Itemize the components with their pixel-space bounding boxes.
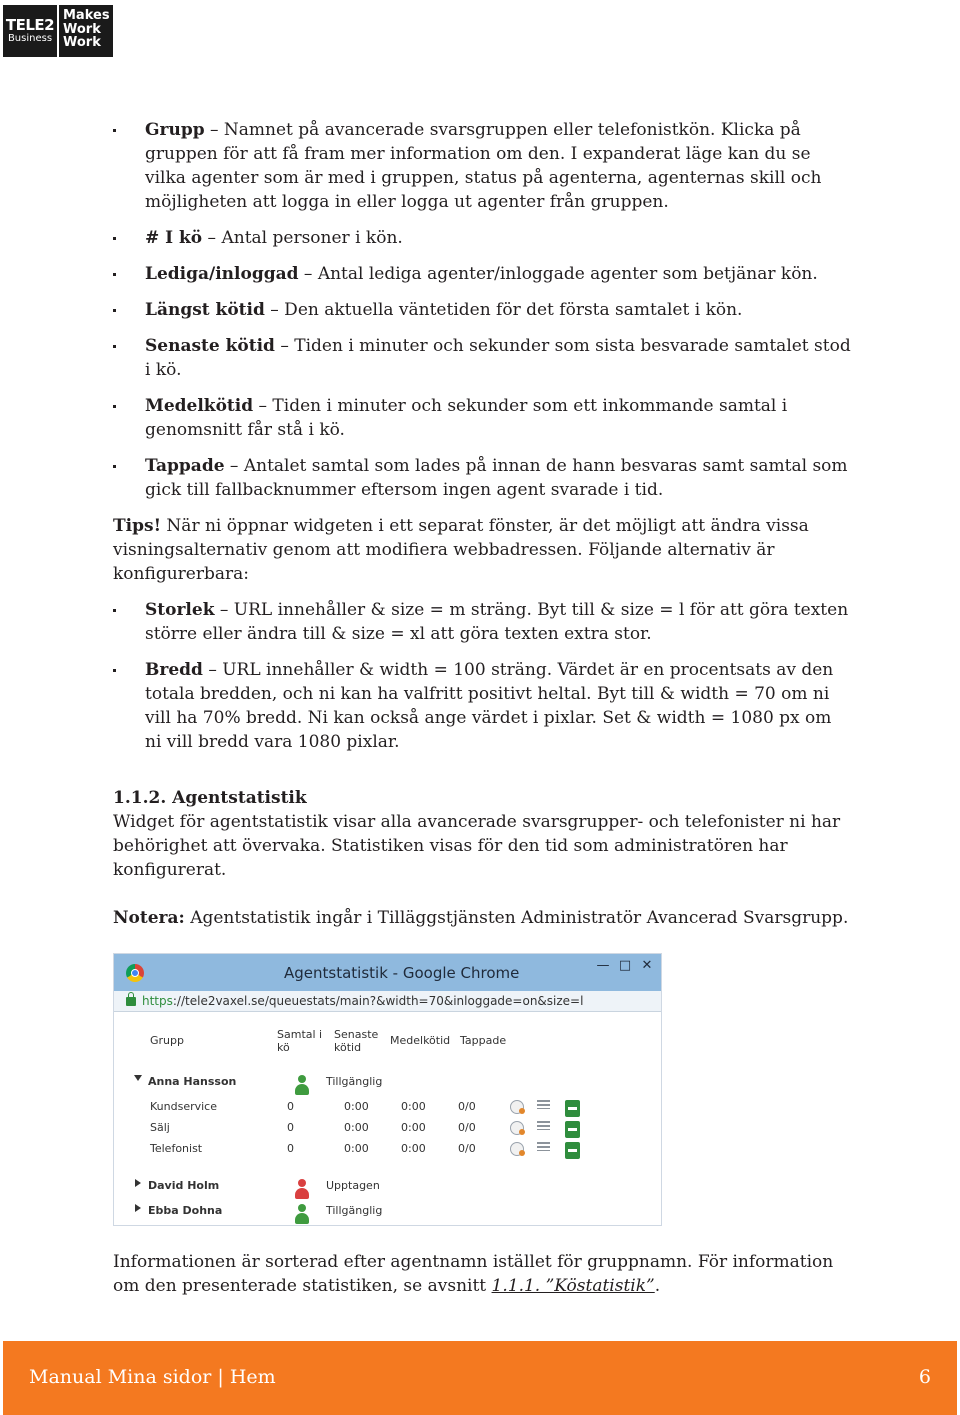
definition: – Antal personer i kön. <box>202 228 403 248</box>
row-tappade: 0/0 <box>458 1121 476 1134</box>
closing-text: Informationen är sorterad efter agentnamn istället för gruppnamn. För information om den presenterade statistiken, se avsnitt <box>113 1252 834 1296</box>
term: Längst kötid <box>145 300 265 320</box>
logo-brand: TELE2 <box>5 16 55 34</box>
term: Lediga/inloggad <box>145 264 299 284</box>
close-icon[interactable]: ✕ <box>641 958 653 973</box>
closing-paragraph <box>113 1250 858 1298</box>
page-footer <box>3 1341 957 1415</box>
agent-name: Ebba Dohna <box>148 1204 223 1217</box>
agent-status: Tillgänglig <box>326 1204 383 1217</box>
clock-icon[interactable] <box>510 1100 524 1114</box>
row-medel: 0:00 <box>401 1142 426 1155</box>
section-text: Widget för agentstatistik visar alla avancerade svarsgrupper- och telefonister ni har behörighet att övervaka. Statistiken visas för den tid som administratören har konfigurerat. <box>113 812 841 880</box>
list-item <box>113 334 853 382</box>
lock-icon <box>126 997 136 1006</box>
collapsed-triangle-icon[interactable] <box>135 1204 141 1212</box>
agent-row[interactable] <box>114 1176 661 1196</box>
window-title: Agentstatistik - Google Chrome <box>284 963 520 982</box>
row-samtal: 0 <box>287 1100 294 1113</box>
definition: – Tiden i minuter och sekunder som ett inkommande samtal i genomsnitt får stå i kö. <box>145 396 788 440</box>
logo-sub: Business <box>7 33 53 44</box>
list-item <box>113 454 853 502</box>
maximize-icon[interactable]: □ <box>618 958 632 973</box>
row-senaste: 0:00 <box>344 1100 369 1113</box>
list-item <box>113 598 853 646</box>
col-group: Grupp <box>150 1034 184 1047</box>
login-icon[interactable] <box>565 1100 580 1117</box>
url-scheme: https <box>142 994 173 1008</box>
note-paragraph <box>113 906 853 930</box>
col-senaste-2: kötid <box>334 1041 362 1054</box>
col-samtal-2: kö <box>277 1041 290 1054</box>
tele2-logo-mark <box>3 5 57 57</box>
expanded-triangle-icon[interactable] <box>134 1075 142 1081</box>
tagline-line-1: Makes <box>63 8 110 23</box>
row-medel: 0:00 <box>401 1121 426 1134</box>
list-item <box>113 226 853 250</box>
agent-name: Anna Hansson <box>148 1075 237 1088</box>
tips-text: När ni öppnar widgeten i ett separat fönster, är det möjligt att ändra vissa visningsalternativ genom att modifiera webbadressen. Följande alternativ är konfigurerbara: <box>113 516 809 584</box>
tagline-logo <box>59 5 113 57</box>
column-definitions-list <box>113 118 853 502</box>
login-icon[interactable] <box>565 1121 580 1138</box>
term: Tappade <box>145 456 225 476</box>
row-medel: 0:00 <box>401 1100 426 1113</box>
tips-label: Tips! <box>113 516 162 536</box>
widget-header <box>114 1024 661 1056</box>
browser-titlebar <box>114 954 661 991</box>
main-content <box>113 118 853 930</box>
term: Senaste kötid <box>145 336 275 356</box>
window-controls <box>595 958 655 973</box>
person-available-icon <box>293 1075 311 1097</box>
menu-icon[interactable] <box>537 1121 550 1130</box>
table-row <box>114 1118 661 1138</box>
definition: – Tiden i minuter och sekunder som sista besvarade samtalet stod i kö. <box>145 336 851 380</box>
collapsed-triangle-icon[interactable] <box>135 1179 141 1187</box>
agent-name: David Holm <box>148 1179 220 1192</box>
term: Medelkötid <box>145 396 254 416</box>
definition: – Namnet på avancerade svarsgruppen eller telefonistkön. Klicka på gruppen för att få fram mer information om den. I expanderat läge kan du se vilka agenter som är med i gruppen, status på agenterna, agenternas skill och möjligheten att logga in eller logga ut agenter från gruppen. <box>145 120 822 212</box>
row-samtal: 0 <box>287 1142 294 1155</box>
tagline-line-2: Work <box>63 21 101 37</box>
agent-row[interactable] <box>114 1201 661 1221</box>
agentstatistik-screenshot <box>113 953 662 1226</box>
note-label: Notera: <box>113 908 185 928</box>
list-item <box>113 118 853 214</box>
definition: – URL innehåller & width = 100 sträng. Värdet är en procentsats av den totala bredden, och ni kan ha valfritt positivt heltal. Byt till & width = 70 om ni vill ha 70% bredd. Ni kan också ange värdet i pixlar. Set & width = 1080 px om ni vill bredd vara 1080 pixlar. <box>145 660 834 752</box>
row-senaste: 0:00 <box>344 1142 369 1155</box>
agent-status: Upptagen <box>326 1179 380 1192</box>
agent-status: Tillgänglig <box>326 1075 383 1088</box>
row-tappade: 0/0 <box>458 1100 476 1113</box>
url-path: ://tele2vaxel.se/queuestats/main?&width=70&inloggade=on&size=l <box>172 994 584 1008</box>
definition: – URL innehåller & size = m sträng. Byt till & size = l för att göra texten större eller ändra till & size = xl att göra texten extra stor. <box>145 600 849 644</box>
col-medel: Medelkötid <box>390 1034 451 1047</box>
row-tappade: 0/0 <box>458 1142 476 1155</box>
tips-paragraph <box>113 514 853 586</box>
row-senaste: 0:00 <box>344 1121 369 1134</box>
col-tappade: Tappade <box>460 1034 507 1047</box>
definition: – Antalet samtal som lades på innan de hann besvaras samt samtal som gick till fallbacknummer eftersom ingen agent svarade i tid. <box>145 456 848 500</box>
row-group: Telefonist <box>150 1142 203 1155</box>
tagline-line-3: Work <box>63 35 101 50</box>
section-heading: 1.1.2. Agentstatistik <box>113 788 307 808</box>
row-group: Sälj <box>150 1121 170 1134</box>
col-senaste: Senaste <box>334 1028 379 1041</box>
col-samtal: Samtal i <box>277 1028 323 1041</box>
table-row <box>114 1139 661 1159</box>
table-row <box>114 1097 661 1117</box>
term: Bredd <box>145 660 203 680</box>
closing-end: . <box>654 1276 661 1296</box>
login-icon[interactable] <box>565 1142 580 1159</box>
clock-icon[interactable] <box>510 1121 524 1135</box>
definition: – Den aktuella väntetiden för det första samtalet i kön. <box>264 300 743 320</box>
clock-icon[interactable] <box>510 1142 524 1156</box>
tele2-logo <box>3 5 113 57</box>
definition: – Antal lediga agenter/inloggade agenter som betjänar kön. <box>298 264 818 284</box>
list-item <box>113 262 853 286</box>
footer-title: Manual Mina sidor | Hem <box>29 1366 276 1388</box>
term: Storlek <box>145 600 215 620</box>
term: Grupp <box>145 120 205 140</box>
row-samtal: 0 <box>287 1121 294 1134</box>
minimize-icon[interactable]: — <box>596 958 610 973</box>
agent-row[interactable] <box>114 1072 661 1092</box>
chrome-icon <box>126 964 144 982</box>
list-item <box>113 394 853 442</box>
page-number: 6 <box>918 1366 931 1388</box>
note-text: Agentstatistik ingår i Tilläggstjänsten Administratör Avancerad Svarsgrupp. <box>184 908 849 928</box>
person-busy-icon <box>293 1179 311 1201</box>
list-item <box>113 298 853 322</box>
term: # I kö <box>145 228 203 248</box>
section-link[interactable]: 1.1.1. ”Köstatistik” <box>491 1276 655 1296</box>
url-options-list <box>113 598 853 754</box>
person-available-icon <box>293 1204 311 1226</box>
menu-icon[interactable] <box>537 1142 550 1151</box>
list-item <box>113 658 853 754</box>
row-group: Kundservice <box>150 1100 217 1113</box>
menu-icon[interactable] <box>537 1100 550 1109</box>
address-bar[interactable] <box>114 991 661 1012</box>
